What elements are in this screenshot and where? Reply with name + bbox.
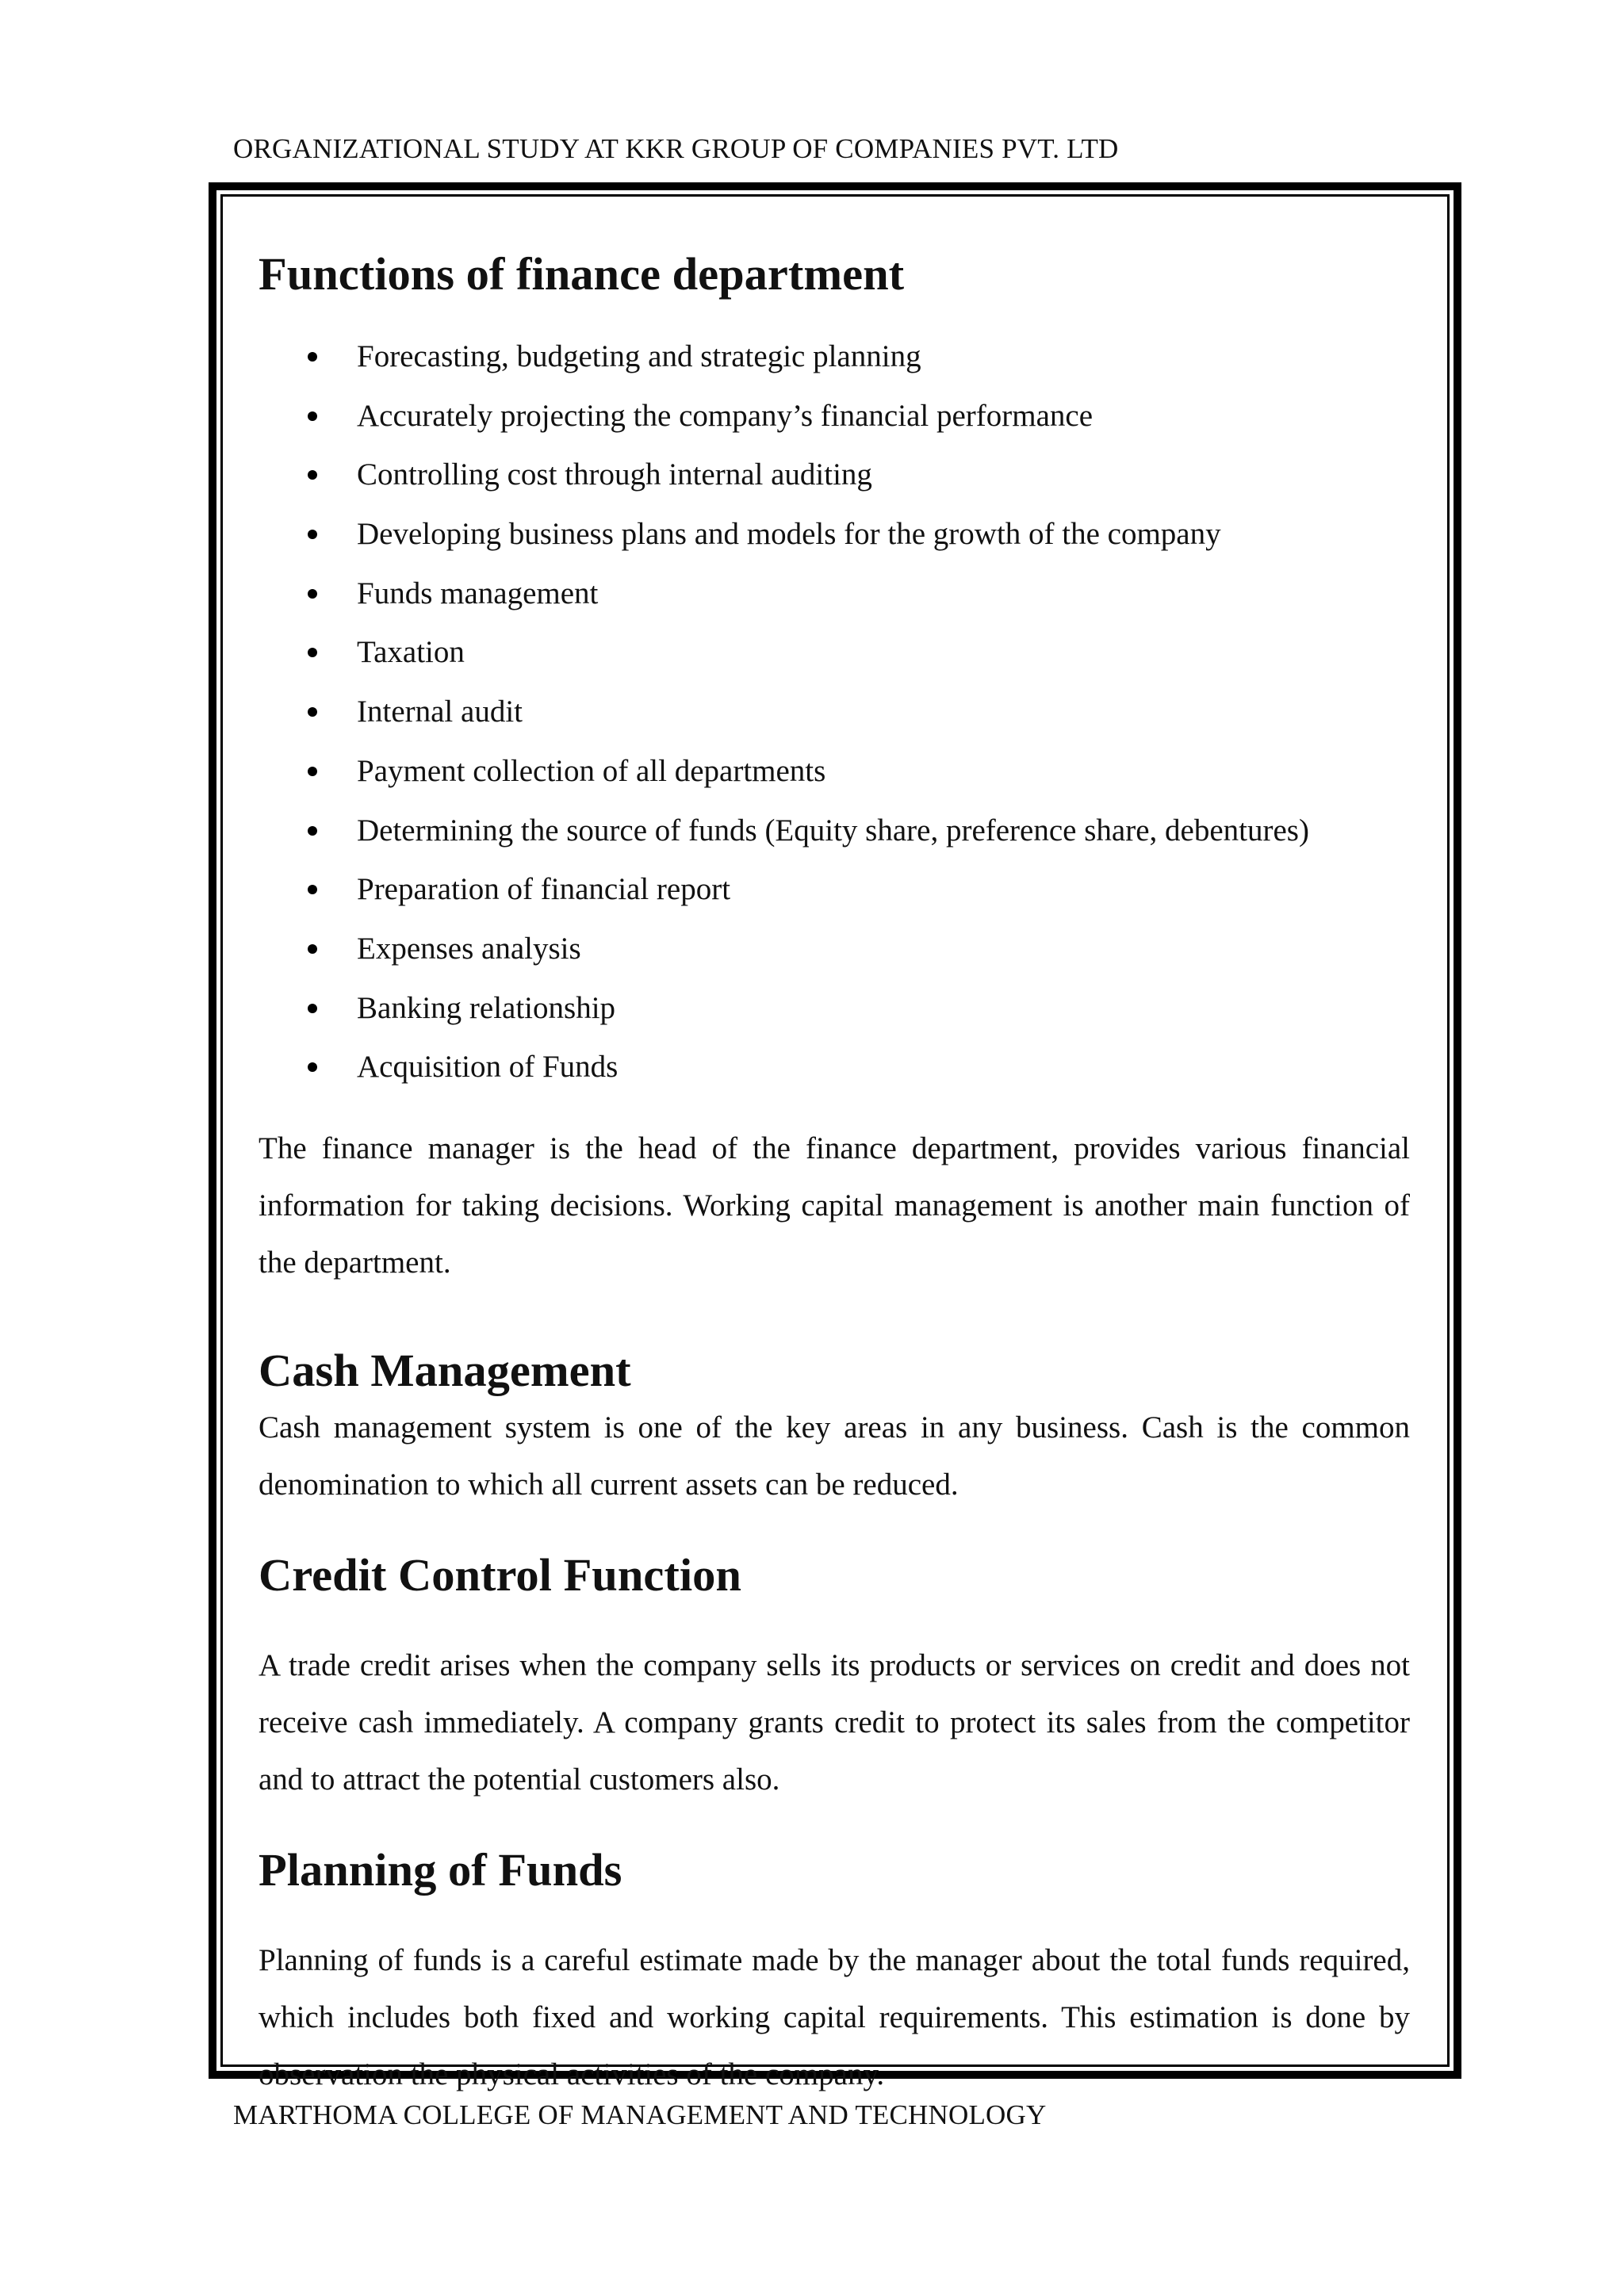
list-item <box>259 1043 1410 1103</box>
bullet-icon <box>308 767 317 776</box>
bullet-icon <box>308 589 317 599</box>
bullet-icon <box>308 1062 317 1072</box>
credit-control-paragraph: A trade credit arises when the company sells its products or services on credit and does not receive cash immediately. A company grants credit to protect its sales from the competitor and to attract the potential customers also. <box>259 1647 1410 1797</box>
functions-list <box>259 333 1410 1103</box>
list-item-text: Preparation of financial report <box>357 872 731 907</box>
list-item-text: Funds management <box>357 576 599 610</box>
page-content <box>259 246 1410 2103</box>
list-item <box>259 451 1410 511</box>
list-item-text: Controlling cost through internal auditing <box>357 457 872 492</box>
bullet-icon <box>308 1004 317 1013</box>
bullet-icon <box>308 411 317 421</box>
bullet-icon <box>308 885 317 894</box>
list-item <box>259 570 1410 629</box>
list-item <box>259 807 1410 867</box>
list-item-text: Internal audit <box>357 695 523 729</box>
bullet-icon <box>308 826 317 836</box>
bullet-icon <box>308 352 317 362</box>
list-item <box>259 748 1410 807</box>
list-item <box>259 925 1410 985</box>
running-header: ORGANIZATIONAL STUDY AT KKR GROUP OF COMPANIES PVT. LTD <box>233 133 1119 164</box>
list-item <box>259 688 1410 748</box>
list-item <box>259 985 1410 1044</box>
functions-heading: Functions of finance department <box>259 248 905 300</box>
bullet-icon <box>308 707 317 717</box>
running-footer: MARTHOMA COLLEGE OF MANAGEMENT AND TECHNOLOGY <box>233 2099 1047 2130</box>
list-item <box>259 392 1410 452</box>
list-item <box>259 333 1410 392</box>
list-item <box>259 629 1410 688</box>
bullet-icon <box>308 470 317 480</box>
planning-of-funds-paragraph: Planning of funds is a careful estimate made by the manager about the total funds required, which includes both fixed and working capital requirements. This estimation is done by observation the physical activities of the company. <box>259 1942 1410 2091</box>
bullet-icon <box>308 648 317 657</box>
list-item-text: Banking relationship <box>357 990 616 1025</box>
bullet-icon <box>308 530 317 539</box>
list-item-text: Payment collection of all departments <box>357 753 826 788</box>
list-item-text: Expenses analysis <box>357 931 581 966</box>
credit-control-heading: Credit Control Function <box>259 1548 741 1601</box>
list-item-text: Developing business plans and models for the growth of the company <box>357 517 1221 552</box>
list-item-text: Forecasting, budgeting and strategic planning <box>357 339 921 373</box>
planning-of-funds-heading: Planning of Funds <box>259 1843 622 1896</box>
list-item <box>259 511 1410 570</box>
list-item-text: Accurately projecting the company’s financial performance <box>357 398 1094 433</box>
cash-management-heading: Cash Management <box>259 1344 631 1396</box>
list-item-text: Acquisition of Funds <box>357 1050 619 1085</box>
cash-management-paragraph: Cash management system is one of the key areas in any business. Cash is the common denomination to which all current assets can be reduced. <box>259 1410 1410 1502</box>
list-item <box>259 866 1410 925</box>
functions-paragraph: The finance manager is the head of the finance department, provides various financial information for taking decisions. Working capital management is another main function of the department. <box>259 1131 1410 1280</box>
bullet-icon <box>308 944 317 954</box>
list-item-text: Determining the source of funds (Equity share, preference share, debentures) <box>357 813 1309 848</box>
list-item-text: Taxation <box>357 635 465 670</box>
